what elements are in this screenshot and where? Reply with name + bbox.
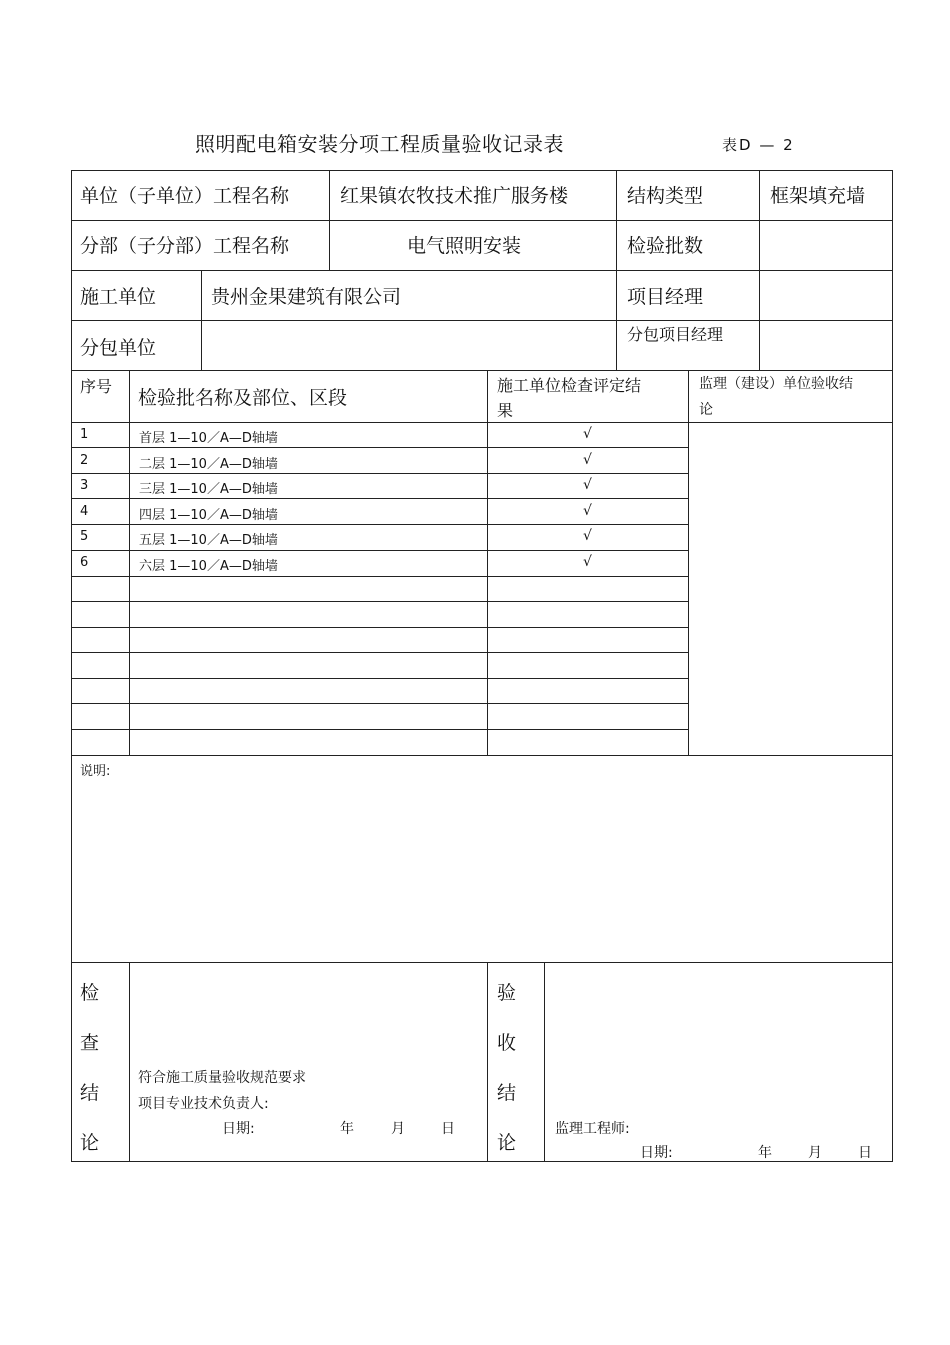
row-seq: 3: [80, 478, 89, 493]
row-seq: 5: [80, 529, 89, 544]
acceptance-engineer: 监理工程师:: [555, 1121, 630, 1137]
structure-type-value: 框架填充墙: [770, 185, 866, 207]
form-number: 表D — 2: [722, 136, 795, 154]
row-seq: 6: [80, 555, 89, 570]
sub-project-label: 分部（子分部）工程名称: [80, 235, 290, 257]
unit-project-label: 单位（子单位）工程名称: [80, 185, 290, 207]
acceptance-day: 日: [858, 1145, 872, 1161]
inspection-month: 月: [391, 1121, 405, 1137]
row-name: 四层 1—10／A—D轴墙: [139, 508, 278, 523]
acceptance-label-char: 验: [497, 982, 517, 1004]
row-check: √: [583, 528, 592, 544]
inspection-year: 年: [340, 1121, 354, 1137]
row-check: √: [583, 554, 592, 570]
row-seq: 4: [80, 504, 89, 519]
sub-project-value: 电气照明安装: [407, 235, 522, 257]
acceptance-year: 年: [758, 1145, 772, 1161]
acceptance-month: 月: [808, 1145, 822, 1161]
contractor-label: 施工单位: [80, 286, 157, 308]
inspection-label-char: 查: [80, 1032, 100, 1054]
row-name: 三层 1—10／A—D轴墙: [139, 482, 278, 497]
acceptance-date-label: 日期:: [640, 1145, 673, 1161]
col-supervisor-header-line2: 论: [699, 402, 713, 418]
col-supervisor-header-line1: 监理（建设）单位验收结: [699, 376, 853, 392]
col-eval-header-line2: 果: [497, 401, 514, 420]
row-name: 首层 1—10／A—D轴墙: [139, 431, 278, 446]
col-eval-header-line1: 施工单位检查评定结: [497, 376, 642, 395]
row-check: √: [583, 452, 592, 468]
acceptance-label-char: 论: [497, 1132, 517, 1154]
row-seq: 2: [80, 453, 89, 468]
notes-label: 说明:: [80, 764, 111, 779]
project-manager-label: 项目经理: [627, 286, 704, 308]
inspection-label-char: 结: [80, 1082, 100, 1104]
acceptance-label-char: 收: [497, 1032, 517, 1054]
row-name: 二层 1—10／A—D轴墙: [139, 457, 278, 472]
inspection-date-label: 日期:: [222, 1121, 255, 1137]
col-name-header: 检验批名称及部位、区段: [138, 387, 348, 409]
row-name: 六层 1—10／A—D轴墙: [139, 559, 278, 574]
acceptance-label-char: 结: [497, 1082, 517, 1104]
contractor-value: 贵州金果建筑有限公司: [211, 286, 402, 308]
structure-type-label: 结构类型: [627, 185, 704, 207]
col-seq-header: 序号: [80, 377, 113, 396]
subcontractor-label: 分包单位: [80, 337, 157, 359]
unit-project-value: 红果镇农牧技术推广服务楼: [340, 185, 569, 207]
row-name: 五层 1—10／A—D轴墙: [139, 533, 278, 548]
row-check: √: [583, 503, 592, 519]
row-check: √: [583, 477, 592, 493]
row-check: √: [583, 426, 592, 442]
sub-pm-label: 分包项目经理: [627, 325, 724, 344]
row-seq: 1: [80, 427, 89, 442]
inspection-label-char: 检: [80, 982, 100, 1004]
inspection-responsible: 项目专业技术负责人:: [138, 1096, 269, 1112]
inspection-day: 日: [441, 1121, 455, 1137]
inspection-label-char: 论: [80, 1132, 100, 1154]
inspection-statement: 符合施工质量验收规范要求: [138, 1070, 306, 1086]
batch-count-label: 检验批数: [627, 235, 704, 257]
form-title: 照明配电箱安装分项工程质量验收记录表: [195, 132, 564, 156]
